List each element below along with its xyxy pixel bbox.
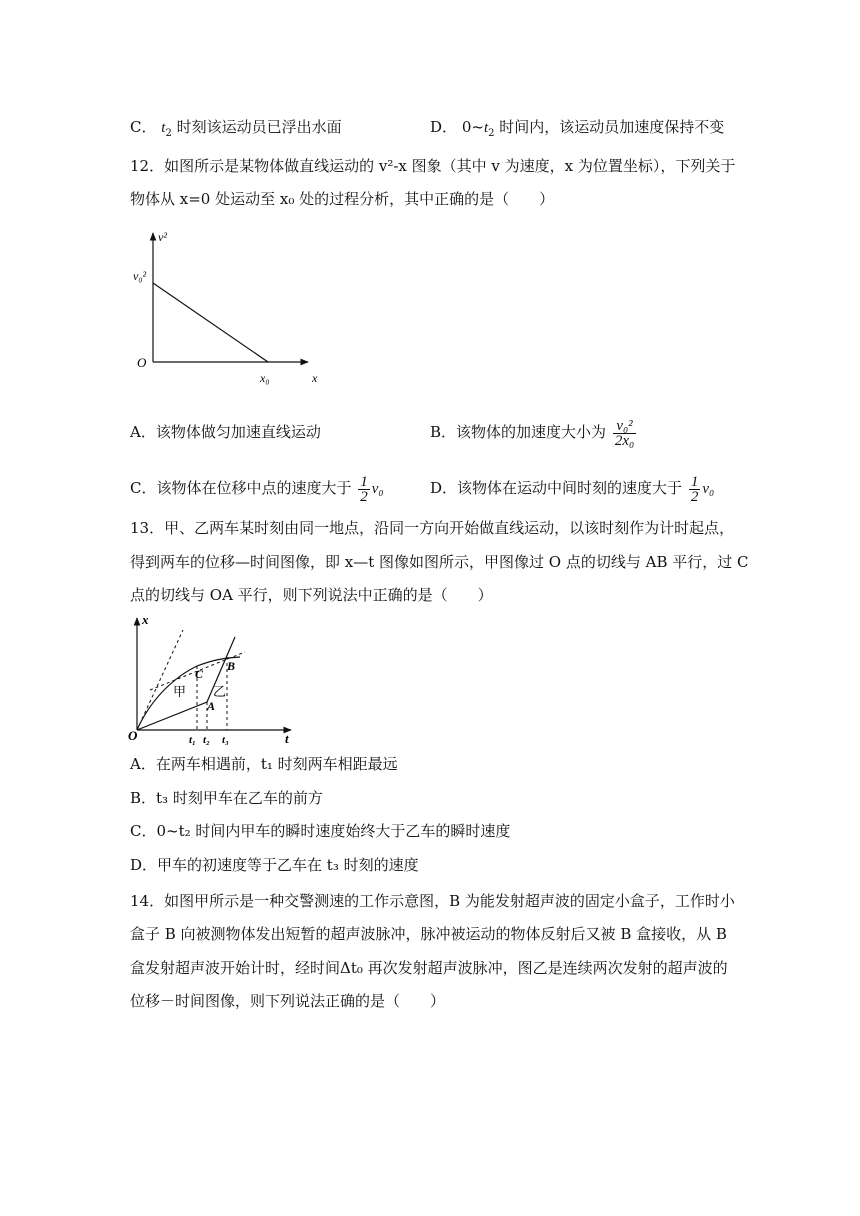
q12-option-c-text: C．该物体在位移中点的速度大于 <box>130 479 352 497</box>
q12-y-tick-label: v₀² <box>133 269 147 283</box>
q11-option-d-text: 时间内，该运动员加速度保持不变 <box>499 118 725 136</box>
q11-option-d <box>430 116 724 145</box>
q13-stem-line1: 13．甲、乙两车某时刻由同一地点，沿同一方向开始做直线运动，以该时刻作为计时起点， <box>130 519 735 537</box>
q11-option-c-text: 时刻该运动员已浮出水面 <box>176 118 342 136</box>
q12-x-axis-label: x <box>312 371 318 385</box>
q14-stem-line4: 位移－时间图像，则下列说法正确的是（ ） <box>130 992 446 1010</box>
q12-option-d-text: D．该物体在运动中间时刻的速度大于 <box>430 479 683 497</box>
q14-stem-line1: 14．如图甲所示是一种交警测速的工作示意图，B 为能发射超声波的固定小盒子，工作时小 <box>130 892 735 910</box>
q12-y-axis-label: v² <box>158 230 167 244</box>
q11-option-c-label: C． <box>130 118 157 136</box>
q13-x-t-graph <box>125 612 305 747</box>
q11-option-c-sub: 2 <box>165 128 172 139</box>
q11-option-c <box>130 116 342 145</box>
q12-option-d-v0: v₀ <box>702 481 715 497</box>
q11-option-d-tilde: ~ <box>471 118 484 136</box>
q13-t2-label: t₂ <box>203 734 210 746</box>
q12-origin-label: O <box>137 355 147 370</box>
q12-option-c-v0: v₀ <box>371 481 384 497</box>
q14-stem-line2: 盒子 B 向被测物体发出短暂的超声波脉冲，脉冲被运动的物体反射后又被 B 盒接收，从 B <box>130 925 727 943</box>
q12-stem-line2: 物体从 x=0 处运动至 x₀ 处的过程分析，其中正确的是（ ） <box>130 190 555 208</box>
q12-x-tick-label: x₀ <box>260 371 270 385</box>
q12-graph-line <box>153 283 268 362</box>
q13-option-a: A．在两车相遇前，t₁ 时刻两车相距最远 <box>130 755 398 773</box>
q12-option-c-denominator: 2 <box>360 488 368 505</box>
q13-x-axis-label: t <box>285 731 289 746</box>
q12-option-b-fraction <box>613 419 636 448</box>
q13-origin-label: O <box>128 728 138 743</box>
q12-option-c-numerator: 1 <box>360 473 368 490</box>
q12-option-d-fraction <box>689 475 701 504</box>
q11-option-d-label: D． <box>430 118 458 136</box>
q12-option-d-denominator: 2 <box>690 488 699 505</box>
q13-point-a-label: A <box>207 699 216 713</box>
q11-option-d-t: t <box>483 120 489 136</box>
q12-v2-x-graph <box>130 225 340 390</box>
q12-stem-line1: 12．如图所示是某物体做直线运动的 v²-x 图象（其中 v 为速度，x 为位置坐标），下列关于 <box>130 157 736 175</box>
q13-t3-label: t₃ <box>222 734 229 746</box>
q14-stem-line3: 盒发射超声波开始计时，经时间Δt₀ 再次发射超声波脉冲，图乙是连续两次发射的超声波的 <box>130 959 728 977</box>
q11-option-d-zero: 0 <box>461 118 472 136</box>
q12-option-b-text: B．该物体的加速度大小为 <box>430 423 607 441</box>
q12-option-b <box>430 410 638 454</box>
q13-point-b-label: B <box>227 659 236 673</box>
q11-option-d-sub: 2 <box>488 128 495 139</box>
q13-stem-line3: 点的切线与 OA 平行，则下列说法中正确的是（ ） <box>130 586 493 604</box>
q13-point-c-label: C <box>195 667 204 681</box>
q12-option-a: A．该物体做匀加速直线运动 <box>130 423 321 441</box>
q13-label-jia: 甲 <box>173 684 187 699</box>
q12-option-d <box>430 468 714 509</box>
q12-option-c <box>130 468 384 509</box>
q13-t1-label: t₁ <box>189 734 196 746</box>
q13-stem-line2: 得到两车的位移—时间图像，即 x—t 图像如图所示，甲图像过 O 点的切线与 AB 平行，过 C <box>130 553 749 571</box>
q13-label-yi: 乙 <box>213 684 227 699</box>
q11-option-c-t: t <box>161 120 166 136</box>
q13-option-d: D．甲车的初速度等于乙车在 t₃ 时刻的速度 <box>130 856 419 874</box>
q12-option-d-numerator: 1 <box>690 473 699 490</box>
q12-option-c-fraction <box>358 475 370 504</box>
q13-option-c: C．0~t₂ 时间内甲车的瞬时速度始终大于乙车的瞬时速度 <box>130 822 511 840</box>
q13-y-axis-label: x <box>142 612 149 627</box>
q12-option-b-denominator: 2x₀ <box>614 432 635 449</box>
q12-option-b-numerator: v₀² <box>613 419 636 434</box>
q13-option-b: B．t₃ 时刻甲车在乙车的前方 <box>130 789 323 807</box>
